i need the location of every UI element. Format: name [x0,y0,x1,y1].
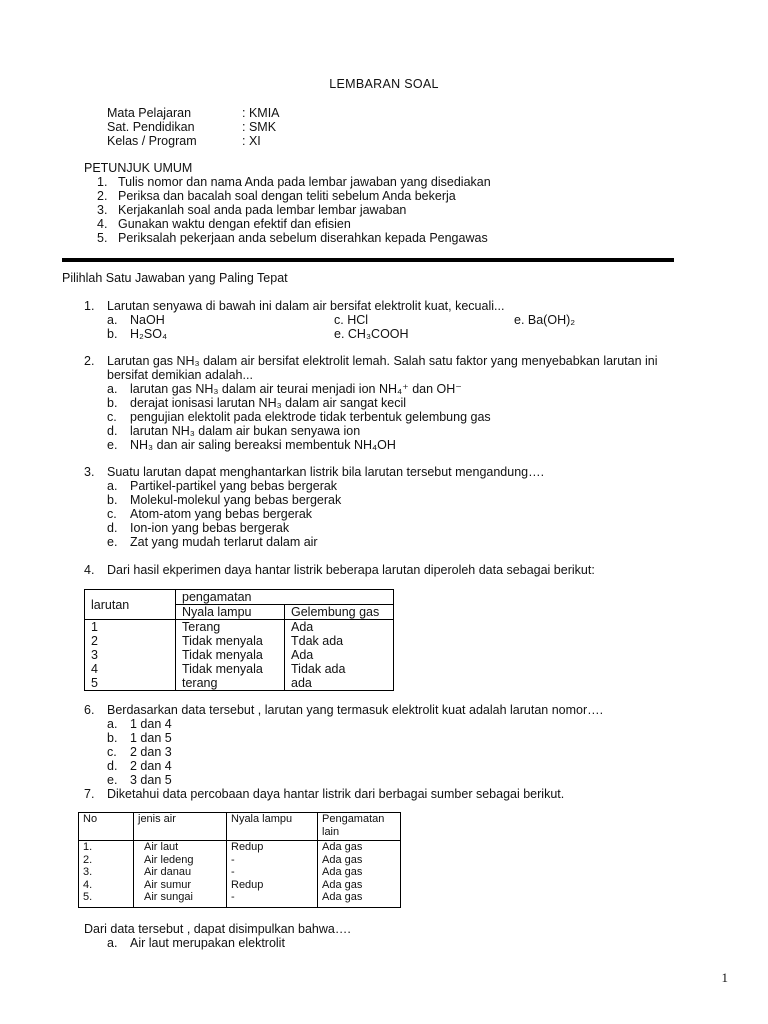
option-letter: e. [107,773,118,787]
option-letter: d. [107,521,118,535]
question-number: 1. [84,299,95,313]
option-letter: d. [107,759,118,773]
table-header: Gelembung gas [285,605,394,620]
option-letter: a. [107,717,118,731]
table-cell-value: Redup [231,878,264,891]
option-letter: e. [107,535,118,549]
question-number: 6. [84,703,95,717]
question-7-text: Diketahui data percobaan daya hantar listrik dari berbagai sumber sebagai berikut. [107,787,565,801]
q6-option-e: 3 dan 5 [130,773,172,787]
petunjuk-item: Periksalah pekerjaan anda sebelum diserahkan kepada Pengawas [118,231,488,245]
table-cell-value: ada [291,676,312,690]
option-letter: c. [107,507,117,521]
option-letter: a. [107,313,118,327]
page-number: 1 [721,970,728,985]
q6-option-b: 1 dan 5 [130,731,172,745]
table-cell-value: 2. [83,853,93,866]
q2-option-b: derajat ionisasi larutan NH₃ dalam air sangat kecil [130,396,407,410]
table-cell-value: Tidak ada [291,662,346,676]
question-2-text: Larutan gas NH₃ dalam air bersifat elektrolit lemah. Salah satu faktor yang menyebabkan larutan ini [107,354,658,368]
table-cell-value: Tidak menyala [182,648,263,662]
table-cell-value: Air danau [144,866,192,878]
q1-option-b: H₂SO₄ [130,327,168,341]
table-cell-value: Air ledeng [144,853,194,866]
info-value-school: : SMK [242,120,277,134]
table-cell-value: Tidak menyala [182,662,263,676]
page-title: LEMBARAN SOAL [329,77,439,91]
petunjuk-number: 2. [97,189,108,203]
table-cell [134,841,227,908]
table-cell-value: Redup [231,841,264,853]
table-cell [176,620,285,691]
table-cell-value: - [231,891,235,903]
question-4-text: Dari hasil ekperimen daya hantar listrik beberapa larutan diperoleh data sebagai berikut: [107,563,595,577]
table-cell-value: - [231,866,235,878]
option-letter: b. [107,327,118,341]
petunjuk-number: 4. [97,217,108,231]
petunjuk-item: Periksa dan bacalah soal dengan teliti sebelum Anda bekerja [118,189,456,203]
table-cell-value: Air sungai [144,891,193,903]
q3-option-b: Molekul-molekul yang bebas bergerak [130,493,342,507]
q1-option-e: e. Ba(OH)₂ [514,313,576,327]
petunjuk-item: Kerjakanlah soal anda pada lembar lembar jawaban [118,203,407,217]
table-cell-value: Ada gas [322,841,363,853]
info-value-subject: : KMIA [242,106,280,120]
table-cell [79,841,134,908]
q1-option-c: c. HCl [334,313,369,327]
q2-option-c: pengujian elektolit pada elektrode tidak terbentuk gelembung gas [130,410,491,424]
section-divider [62,258,674,262]
q6-option-c: 2 dan 3 [130,745,172,759]
q1-option-a: NaOH [130,313,165,327]
table-cell-value: Air sumur [144,878,192,891]
table-cell-value: 2 [91,634,98,648]
option-letter: a. [107,479,118,493]
table-cell-value: Ada gas [322,891,363,903]
info-label-class: Kelas / Program [107,134,197,148]
table-cell-value: 4 [91,662,98,676]
q6-option-d: 2 dan 4 [130,759,172,773]
question-7-conclusion: Dari data tersebut , dapat disimpulkan bahwa…. [84,922,351,936]
info-value-class: : XI [242,134,261,148]
table-cell-value: terang [182,676,218,690]
option-letter: b. [107,493,118,507]
question-6-text: Berdasarkan data tersebut , larutan yang termasuk elektrolit kuat adalah larutan nomor…. [107,703,604,717]
table-cell [318,841,401,908]
petunjuk-number: 5. [97,231,108,245]
table-header: jenis air [134,813,227,841]
table-header: No [79,813,134,841]
question-2-text-cont: bersifat demikian adalah... [107,368,253,382]
q6-option-a: 1 dan 4 [130,717,172,731]
table-cell-value: Terang [182,620,221,634]
table-cell-value: Tidak menyala [182,634,263,648]
info-label-subject: Mata Pelajaran [107,106,192,120]
table-cell-value: 1 [91,620,98,634]
q2-option-a: larutan gas NH₃ dalam air teurai menjadi ion NH₄⁺ dan OH⁻ [130,382,462,396]
table-cell-value: Ada gas [322,878,363,891]
table-cell-value: Tdak ada [291,634,344,648]
q3-option-a: Partikel-partikel yang bebas bergerak [130,479,338,493]
q1-option-d: e. CH₃COOH [334,327,409,341]
table-cell-value: Air laut [144,841,179,853]
question-1-text: Larutan senyawa di bawah ini dalam air bersifat elektrolit kuat, kecuali... [107,299,505,313]
petunjuk-number: 3. [97,203,108,217]
question-number: 2. [84,354,95,368]
table-cell-value: 4. [83,878,93,891]
table-cell-value: 5 [91,676,98,690]
option-letter: b. [107,731,118,745]
option-letter: c. [107,410,117,424]
question-3-text: Suatu larutan dapat menghantarkan listrik bila larutan tersebut mengandung…. [107,465,545,479]
table-cell [85,620,176,691]
table-cell-value: 1. [83,841,93,853]
table-cell [285,620,394,691]
info-label-school: Sat. Pendidikan [107,120,195,134]
option-letter: e. [107,438,118,452]
table-cell-value: Ada [291,648,314,662]
table-cell-value: Ada gas [322,866,363,878]
option-letter: a. [107,382,118,396]
petunjuk-heading: PETUNJUK UMUM [84,161,193,175]
option-letter: c. [107,745,117,759]
petunjuk-item: Tulis nomor dan nama Anda pada lembar jawaban yang disediakan [118,175,491,189]
table-cell-value: Ada gas [322,853,363,866]
table-cell-value: 3 [91,648,98,662]
table-cell-value: Ada [291,620,314,634]
q3-option-e: Zat yang mudah terlarut dalam air [130,535,318,549]
petunjuk-item: Gunakan waktu dengan efektif dan efisien [118,217,351,231]
option-letter: a. [107,936,118,950]
table-cell-value: 5. [83,891,93,903]
table-header: larutan [85,590,176,620]
q2-option-e: NH₃ dan air saling bereaksi membentuk NH₄OH [130,438,396,452]
table-header: pengamatan [176,590,394,605]
option-letter: d. [107,424,118,438]
q7-option-a: Air laut merupakan elektrolit [130,936,285,950]
table-header: Nyala lampu [227,813,318,841]
petunjuk-number: 1. [97,175,108,189]
question-number: 7. [84,787,95,801]
q3-option-c: Atom-atom yang bebas bergerak [130,507,313,521]
table-cell-value: - [231,853,235,866]
table-cell [227,841,318,908]
instruction: Pilihlah Satu Jawaban yang Paling Tepat [62,271,288,285]
table-cell-value: 3. [83,866,93,878]
q2-option-d: larutan NH₃ dalam air bukan senyawa ion [130,424,361,438]
table-header: Nyala lampu [176,605,285,620]
question-number: 3. [84,465,95,479]
option-letter: b. [107,396,118,410]
experiment-table-2 [78,812,401,908]
q3-option-d: Ion-ion yang bebas bergerak [130,521,290,535]
question-number: 4. [84,563,95,577]
table-header: Pengamatan lain [318,813,401,841]
experiment-table-1 [84,589,394,691]
